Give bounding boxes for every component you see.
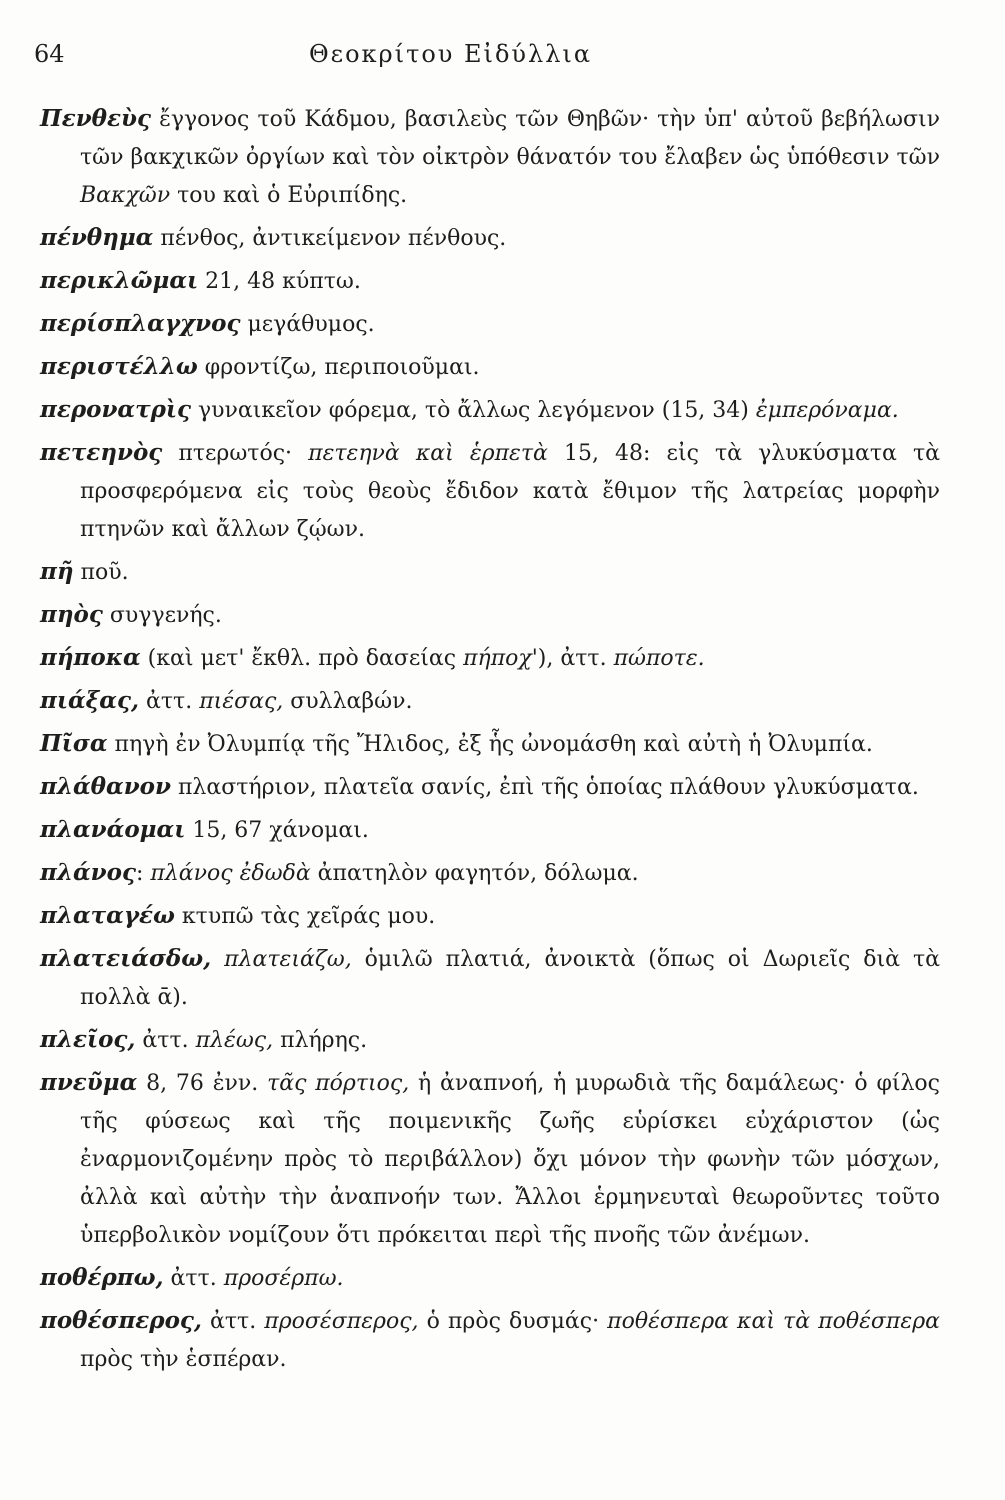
- entry-definition-text: πηγὴ ἐν Ὀλυμπίᾳ τῆς Ἤλιδος, ἐξ ἧς ὠνομάσθη καὶ αὐτὴ ἡ Ὀλυμπία.: [107, 732, 873, 757]
- entry-headword: πένθημα: [40, 224, 154, 251]
- entry-definition-text: κτυπῶ τὰς χεῖράς μου.: [174, 904, 436, 929]
- glossary: [40, 100, 940, 1383]
- entry-definition-text: [211, 947, 224, 972]
- entry-headword: πιάξας,: [40, 687, 139, 714]
- entry-headword: περονατρὶς: [40, 396, 192, 423]
- entry-definition-text: του καὶ ὁ Εὐριπίδης.: [170, 183, 408, 208]
- entry-definition-text: πλαστήριον, πλατεῖα σανίς, ἐπὶ τῆς ὁποίας πλάθουν γλυκύσματα.: [170, 775, 919, 800]
- glossary-entry: [40, 596, 940, 635]
- entry-headword: ποθέρπω,: [40, 1264, 164, 1291]
- glossary-entry: [40, 682, 940, 721]
- entry-definition-text: [233, 861, 240, 886]
- glossary-entry: [40, 553, 940, 592]
- entry-definition-text: (καὶ μετ' ἔκθλ. πρὸ δασείας: [140, 646, 464, 671]
- entry-definition-text: ποῦ.: [73, 560, 129, 585]
- entry-definition-text: πρὸς τὴν ἑσπέραν.: [80, 1347, 287, 1372]
- entry-definition-text: μεγάθυμος.: [240, 312, 375, 337]
- glossary-entry: [40, 725, 940, 764]
- glossary-entry: [40, 348, 940, 387]
- entry-definition-text: γυναικεῖον φόρεμα, τὸ ἄλλως λεγόμενον (15, 34): [191, 398, 756, 423]
- entry-definition-text: πένθος, ἀντικείμενον πένθους.: [153, 226, 507, 251]
- entry-headword: πλεῖος,: [40, 1026, 136, 1053]
- entry-definition-text: ἀττ.: [139, 689, 200, 714]
- entry-headword: περίσπλαγχνος: [40, 310, 241, 337]
- entry-italic-text: πλάνος: [150, 861, 233, 886]
- glossary-entry: [40, 219, 940, 258]
- entry-definition-text: συγγενής.: [102, 603, 222, 628]
- entry-definition-text: ), ἀττ.: [537, 646, 614, 671]
- entry-definition-text: ἀττ.: [135, 1028, 196, 1053]
- running-title: Θεοκρίτου Εἰδύλλια: [309, 40, 593, 68]
- glossary-entry: [40, 434, 940, 549]
- glossary-entry: [40, 854, 940, 893]
- entry-italic-text: πετεηνὰ καὶ ἑρπετὰ: [308, 441, 548, 466]
- glossary-entry: [40, 1259, 940, 1298]
- entry-italic-text: πλατειάζω,: [224, 947, 352, 972]
- page-header: [34, 40, 674, 80]
- glossary-entry: [40, 100, 940, 215]
- entry-definition-text: πλήρης.: [273, 1028, 368, 1053]
- entry-definition-text: 15, 48: εἰς τὰ γλυκύσματα τὰ προσφερόμενα εἰς τοὺς θεοὺς ἔδιδον κατὰ ἔθιμον τῆς λατρείας μορφὴν πτηνῶν καὶ ἄλλων ζῴων.: [80, 441, 940, 542]
- entry-definition-text: ἡ ἀναπνοή, ἡ μυρωδιὰ τῆς δαμάλεως· ὁ φίλος τῆς φύσεως καὶ τῆς ποιμενικῆς ζωῆς εὑρίσκει εὐχάριστον (ὡς ἐναρμονιζομένην πρὸς τὸ περιβάλλον) ὄχι μόνον τὴν φωνὴν τῶν μόσχων, ἀλλὰ καὶ αὐτὴν τὴν ἀναπνοήν των. Ἄλλοι ἑρμηνευταὶ θεωροῦντες τοῦτο ὑπερβολικὸν νομίζουν ὅτι πρόκειται περὶ τῆς πνοῆς τῶν ἀνέμων.: [80, 1071, 940, 1248]
- entry-headword: πλαταγέω: [40, 902, 175, 929]
- glossary-entry: [40, 639, 940, 678]
- entry-italic-text: Βακχῶν: [80, 183, 171, 208]
- entry-headword: Πῖσα: [40, 730, 108, 757]
- entry-headword: πλανάομαι: [40, 816, 186, 843]
- entry-definition-text: συλλαβών.: [283, 689, 413, 714]
- page-number: 64: [34, 40, 65, 68]
- entry-headword: περιστέλλω: [40, 353, 198, 380]
- entry-italic-text: ἐδωδὰ: [239, 861, 311, 886]
- entry-headword: πλατειάσδω,: [40, 945, 212, 972]
- entry-headword: ποθέσπερος,: [40, 1307, 202, 1334]
- entry-italic-text: πιέσας,: [199, 689, 284, 714]
- entry-definition-text: ὁ πρὸς δυσμάς·: [418, 1309, 608, 1334]
- entry-headword: πνεῦμα: [40, 1069, 138, 1096]
- entry-headword: Πενθεὺς: [40, 105, 151, 132]
- glossary-entry: [40, 305, 940, 344]
- entry-headword: πλάνος: [40, 859, 136, 886]
- glossary-entry: [40, 262, 940, 301]
- entry-headword: πήποκα: [40, 644, 141, 671]
- entry-definition-text: ἀττ.: [201, 1309, 265, 1334]
- entry-definition-text: 8, 76 ἐνν.: [137, 1071, 268, 1096]
- entry-italic-text: πήποχ': [463, 646, 538, 671]
- entry-italic-text: τᾶς πόρτιος,: [267, 1071, 410, 1096]
- glossary-entry: [40, 768, 940, 807]
- entry-italic-text: προσέσπερος,: [264, 1309, 419, 1334]
- entry-definition-text: ἔγγονος τοῦ Κάδμου, βασιλεὺς τῶν Θηβῶν· τὴν ὑπ' αὐτοῦ βεβήλωσιν τῶν βακχικῶν ὀργίων καὶ τὸν οἰκτρὸν θάνατόν του ἔλαβεν ὡς ὑπόθεσιν τῶν: [80, 107, 940, 170]
- glossary-entry: [40, 940, 940, 1017]
- entry-headword: πηὸς: [40, 601, 103, 628]
- glossary-entry: [40, 391, 940, 430]
- glossary-entry: [40, 1021, 940, 1060]
- entry-definition-text: ὁμιλῶ πλατιά, ἀνοικτὰ (ὅπως οἱ Δωριεῖς διὰ τὰ πολλὰ ᾱ).: [80, 947, 940, 1010]
- entry-definition-text: πτερωτός·: [162, 441, 309, 466]
- entry-italic-text: πλέως,: [195, 1028, 274, 1053]
- entry-definition-text: ἀπατηλὸν φαγητόν, δόλωμα.: [310, 861, 639, 886]
- entry-headword: πῆ: [40, 558, 74, 585]
- entry-headword: πετεηνὸς: [40, 439, 163, 466]
- glossary-entry: [40, 1064, 940, 1255]
- glossary-entry: [40, 811, 940, 850]
- entry-definition-text: ἀττ.: [163, 1266, 224, 1291]
- entry-italic-text: ἐμπερόναμα.: [755, 398, 899, 423]
- entry-definition-text: φροντίζω, περιποιοῦμαι.: [197, 355, 480, 380]
- entry-headword: πλάθανον: [40, 773, 171, 800]
- entry-italic-text: ποθέσπερα καὶ τὰ ποθέσπερα: [607, 1309, 940, 1334]
- entry-definition-text: 15, 67 χάνομαι.: [185, 818, 369, 843]
- entry-definition-text: :: [135, 861, 151, 886]
- entry-definition-text: 21, 48 κύπτω.: [198, 269, 361, 294]
- glossary-entry: [40, 897, 940, 936]
- entry-italic-text: πώποτε.: [613, 646, 705, 671]
- glossary-entry: [40, 1302, 940, 1379]
- entry-italic-text: προσέρπω.: [223, 1266, 344, 1291]
- entry-headword: περικλῶμαι: [40, 267, 199, 294]
